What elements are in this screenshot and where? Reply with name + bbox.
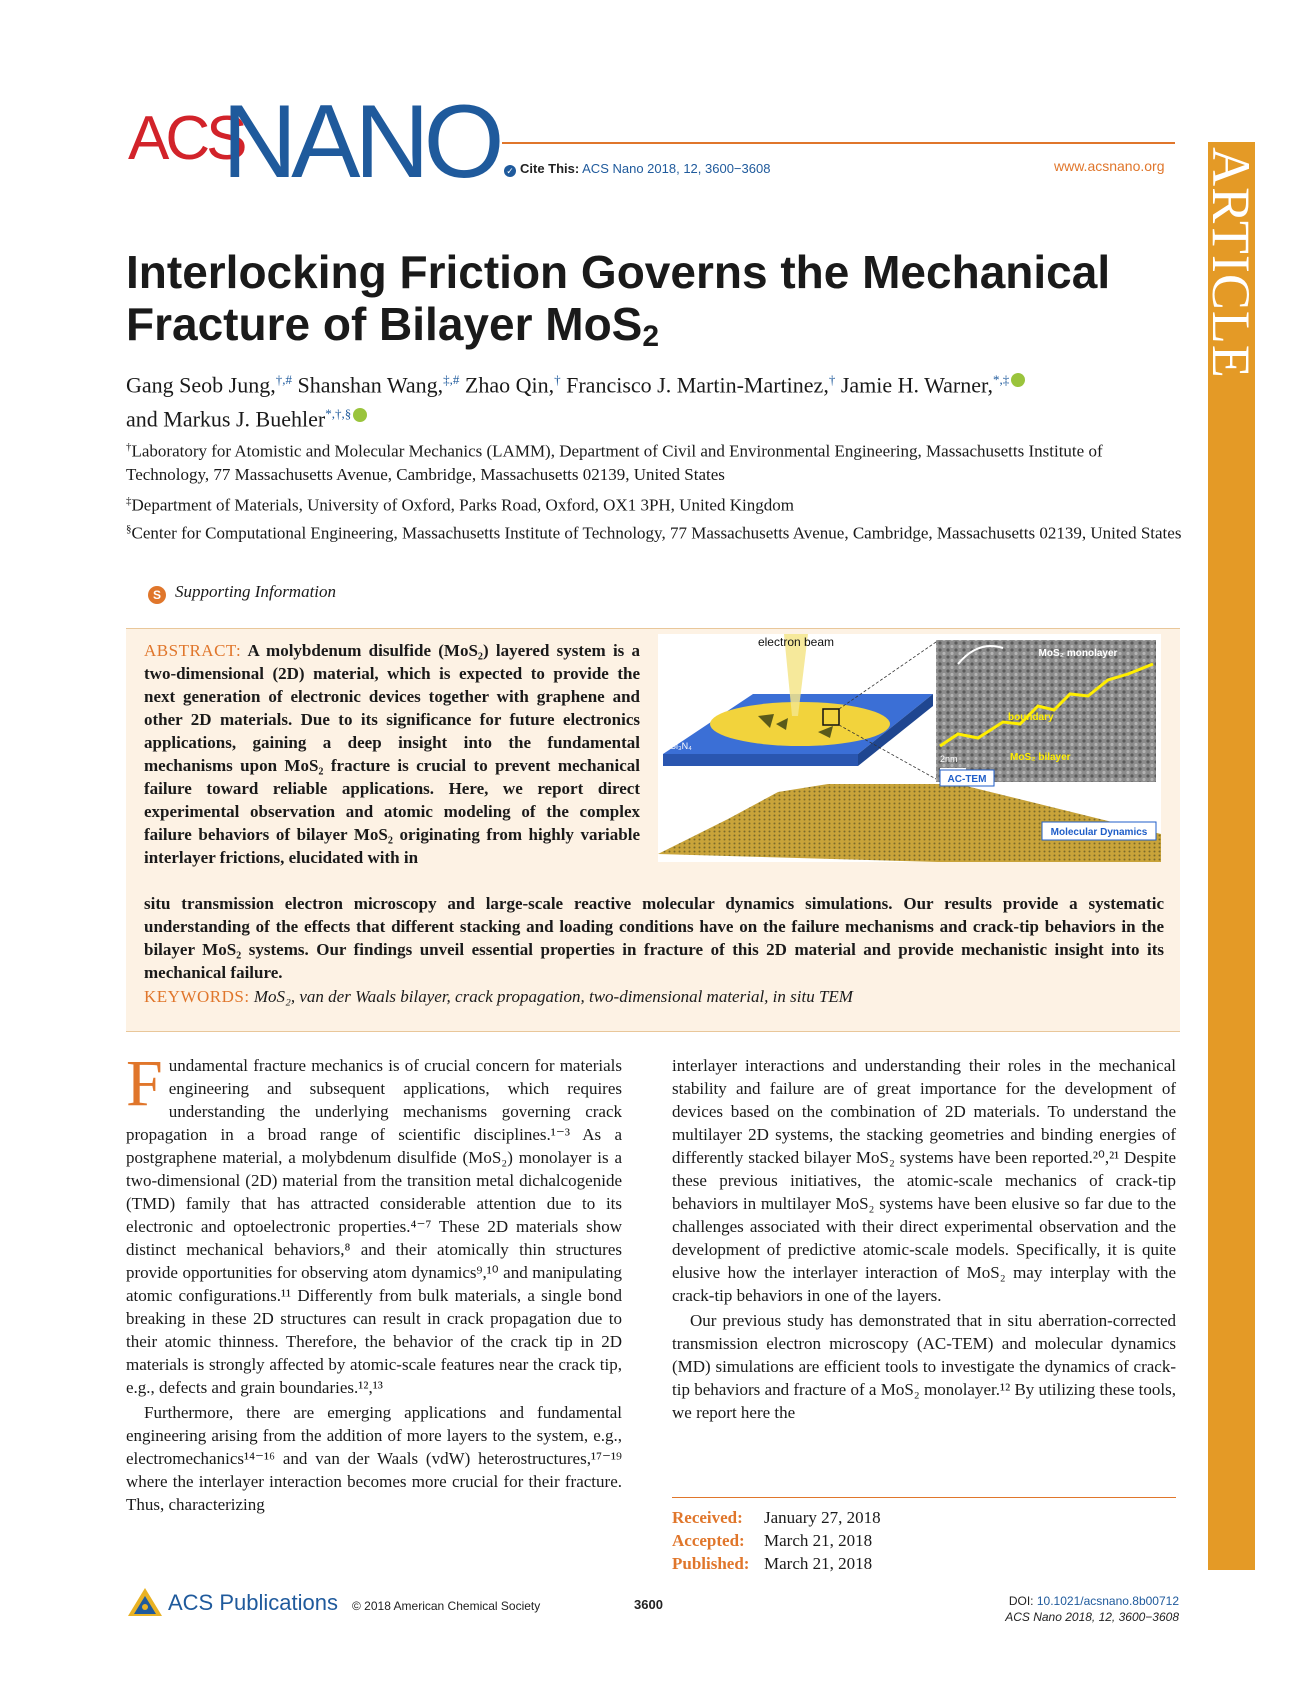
date-received: Received: January 27, 2018 <box>672 1508 881 1527</box>
body-paragraph: Our previous study has demonstrated that in situ aberration-corrected transmission electron microscopy (AC-TEM) and molecular dynamics (MD) simulations are efficient tools to investigate the dynamics of crack-tip behaviors and fracture of a MoS₂ monolayer.¹² By utilizing these tools, we report here the <box>672 1311 1176 1422</box>
body-paragraph: Furthermore, there are emerging applications and fundamental engineering arising from the addition of more layers to the system, e.g., electromechanics¹⁴⁻¹⁶ and van der Waals (vdW) heterostructures,¹⁷⁻¹⁹ where the interlayer interaction becomes more crucial for their fracture. Thus, characterizing <box>126 1403 622 1514</box>
cite-value[interactable]: ACS Nano 2018, 12, 3600−3608 <box>582 161 771 176</box>
check-icon: ✓ <box>504 165 516 177</box>
article-dates <box>672 1506 881 1575</box>
author-name[interactable]: Gang Seob Jung, <box>126 372 276 398</box>
label-md: Molecular Dynamics <box>1050 827 1148 838</box>
copyright: © 2018 American Chemical Society <box>352 1599 541 1613</box>
toc-graphic <box>658 634 1161 862</box>
supporting-info-link[interactable]: Supporting Information <box>175 582 337 601</box>
cite-this[interactable] <box>504 161 770 177</box>
date-accepted: Accepted: March 21, 2018 <box>672 1531 873 1550</box>
label-bilayer: MoS₂ bilayer <box>1010 752 1071 763</box>
footer-citation: ACS Nano 2018, 12, 3600−3608 <box>1005 1610 1179 1624</box>
cite-label: Cite This: <box>520 161 580 176</box>
orcid-icon[interactable] <box>353 408 367 422</box>
doi-link[interactable]: 10.1021/acsnano.8b00712 <box>1036 1594 1179 1608</box>
drop-cap: F <box>126 1047 163 1120</box>
date-published: Published: March 21, 2018 <box>672 1554 873 1573</box>
doi-block <box>1005 1593 1179 1625</box>
dates-rule <box>672 1497 1176 1498</box>
header-rule <box>502 142 1175 144</box>
label-electron-beam: electron beam <box>757 635 835 649</box>
author-list: Gang Seob Jung,†,# Shanshan Wang,‡,# Zhao Qin,† Francisco J. Martin-Martinez,† Jamie H. Warner,*,‡ and Markus J. Buehler*,†,§ <box>126 365 1186 434</box>
label-actem: AC-TEM <box>947 774 987 785</box>
body-paragraph: Fundamental fracture mechanics is of crucial concern for materials engineering and subsequent applications, which requires understanding the underlying mechanisms governing crack propagation in a broad range of scientific disciplines.¹⁻³ As a postgraphene material, a molybdenum disulfide (MoS₂) monolayer is a two-dimensional (2D) material from the transition metal dichalcogenide (TMD) family that has attracted considerable attention due to its electronic and optoelectronic properties.⁴⁻⁷ These 2D materials show distinct mechanical behaviors,⁸ and their atomically thin structures provide opportunities for observing atom dynamics⁹,¹⁰ and manipulating atomic configurations.¹¹ Differently from bulk materials, a single bond breaking in these 2D structures can result in crack propagation due to their atomic thinness. Therefore, the behavior of the crack tip in 2D materials is strongly affected by atomic-scale features near the crack tip, e.g., defects and grain boundaries.¹²,¹³ <box>126 1047 622 1397</box>
label-monolayer: MoS₂ monolayer <box>1038 648 1118 659</box>
author-name[interactable]: and Markus J. Buehler <box>126 406 326 432</box>
affiliation: ‡Department of Materials, University of Oxford, Parks Road, Oxford, OX1 3PH, United Kingdom <box>126 495 794 515</box>
substrate-front <box>663 754 858 766</box>
orcid-icon[interactable] <box>1011 373 1025 387</box>
page-number: 3600 <box>634 1597 663 1612</box>
acs-publications-logo-icon[interactable] <box>126 1586 164 1625</box>
abstract-text-part2: situ transmission electron microscopy and large-scale reactive molecular dynamics simulations. Our results provide a systematic understanding of the effects that different stacking and loading conditions have on the failure mechanisms and crack-tip behaviors in the bilayer MoS₂ systems. Our findings unveil essential properties in fracture of this 2D material and provide mechanistic insight into its mechanical failure. <box>144 894 1164 982</box>
affiliation: §Center for Computational Engineering, Massachusetts Institute of Technology, 77 Massachusetts Avenue, Cambridge, Massachusetts 02139, United States <box>126 523 1182 543</box>
body-column-1 <box>126 1047 622 1516</box>
keywords: KEYWORDS: MoS₂, van der Waals bilayer, crack propagation, two-dimensional material, in situ TEM <box>144 987 853 1006</box>
keywords-label: KEYWORDS: <box>144 987 250 1006</box>
body-paragraph: interlayer interactions and understanding their roles in the mechanical stability and failure are of great importance for the development of devices based on the combination of 2D materials. To understand the multilayer 2D systems, the stacking geometries and binding energies of differently stacked bilayer MoS₂ systems have been reported.²⁰,²¹ Despite these previous initiatives, the atomic-scale mechanics of crack-tip behaviors in multilayer MoS₂ systems have been elusive so far due to the challenges associated with their direct experimental observation and the development of predictive atomic-scale models. Specifically, it is quite elusive how the interlayer interaction of MoS₂ may interplay with the crack-tip behaviors in one of the layers. <box>672 1056 1176 1305</box>
journal-logo-acs: ACS <box>128 104 244 173</box>
label-substrate: Si₃N₄ <box>670 741 692 751</box>
article-title: Interlocking Friction Governs the Mechanical Fracture of Bilayer MoS$_2$ <box>126 246 1111 353</box>
author-name[interactable]: Jamie H. Warner, <box>840 372 993 398</box>
journal-url-link[interactable]: www.acsnano.org <box>1054 158 1165 174</box>
author-name[interactable]: Zhao Qin, <box>464 372 555 398</box>
article-side-label: ARTICLE <box>1201 147 1262 379</box>
journal-logo-nano: NANO <box>222 84 499 200</box>
mos2-flake <box>710 702 890 746</box>
author-name[interactable]: Francisco J. Martin-Martinez, <box>566 372 829 398</box>
abstract-label: ABSTRACT: <box>144 641 242 660</box>
supporting-info-icon[interactable]: S <box>148 586 166 604</box>
acs-publications-link[interactable]: ACS Publications <box>168 1590 338 1615</box>
author-name[interactable]: Shanshan Wang, <box>297 372 444 398</box>
label-boundary: boundary <box>1008 712 1054 723</box>
abstract-text-part1: ABSTRACT: A molybdenum disulfide (MoS₂) layered system is a two-dimensional (2D) material, which is expected to provide the next generation of electronic devices together with graphene and other 2D materials. Due to its significance for future electronics applications, gaining a deep insight into the fundamental mechanisms upon MoS₂ fracture is crucial to prevent mechanical failure toward reliable applications. Here, we report direct experimental observation and atomic modeling of the complex failure behaviors of bilayer MoS₂ originating from highly variable interlayer frictions, elucidated with in <box>144 641 641 867</box>
affiliation: †Laboratory for Atomistic and Molecular Mechanics (LAMM), Department of Civil and Environmental Engineering, Massachusetts Institute of Technology, 77 Massachusetts Avenue, Cambridge, Massachusetts 02139, United States <box>126 441 1103 484</box>
label-scale: 2nm <box>940 754 958 764</box>
body-column-2 <box>672 1054 1176 1424</box>
doi-label: DOI: <box>1008 1594 1034 1608</box>
